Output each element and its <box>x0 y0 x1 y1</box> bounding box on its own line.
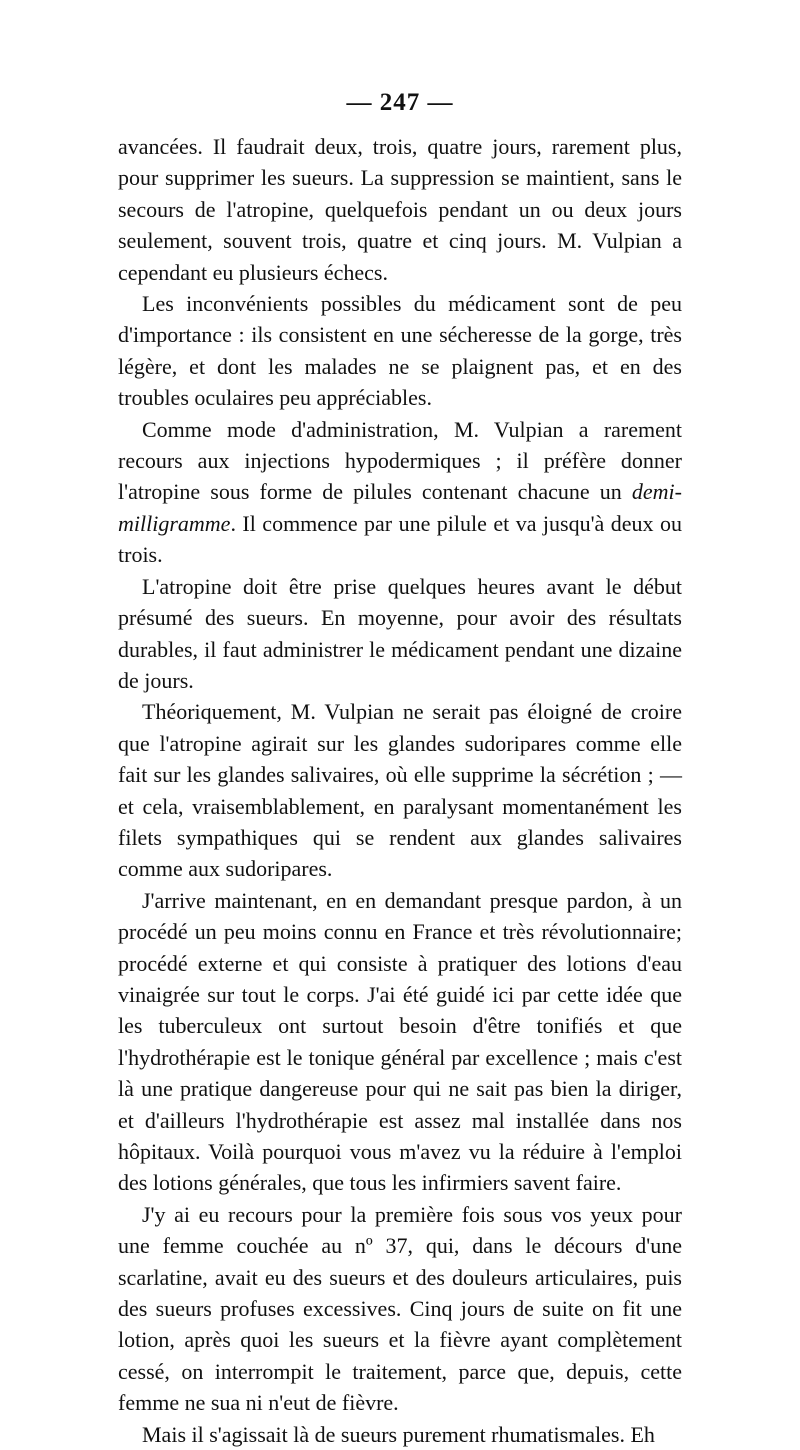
body-text <box>118 131 682 1450</box>
paragraph-3-emphasis: demi-milligramme <box>118 479 682 536</box>
paragraph-3-start: Comme mode d'administration, M. Vulpian a rarement recours aux injections hypodermiques ; il préfère donner l'atropine sous forme de pilules contenant chacune un <box>118 416 682 505</box>
paragraph-1: avancées. Il faudrait deux, trois, quatre jours, rarement plus, pour supprimer les sueurs. La suppression se maintient, sans le secours de l'atropine, quelquefois pendant un ou deux jours seulement, souvent trois, quatre et cinq jours. M. Vulpian a cependant eu plusieurs échecs. <box>118 134 682 285</box>
paragraph-4: L'atropine doit être prise quelques heures avant le début présumé des sueurs. En moyenne, pour avoir des résultats durables, il faut administrer le médicament pendant une dizaine de jours. <box>118 573 682 693</box>
paragraph-7: J'y ai eu recours pour la première fois sous vos yeux pour une femme couchée au nº 37, qui, dans le décours d'une scarlatine, avait eu des sueurs et des douleurs articulaires, puis des sueurs profuses excessives. Cinq jours de suite on fit une lotion, après quoi les sueurs et la fièvre ayant complètement cessé, on interrompit le traitement, parce que, depuis, cette femme ne sua ni n'eut de fièvre. <box>118 1201 682 1416</box>
paragraph-8: Mais il s'agissait là de sueurs purement rhumatismales. Eh <box>142 1421 655 1447</box>
paragraph-6: J'arrive maintenant, en en demandant presque pardon, à un procédé un peu moins connu en France et très révolutionnaire; procédé externe et qui consiste à pratiquer des lotions d'eau vinaigrée sur tout le corps. J'ai été guidé ici par cette idée que les tuberculeux ont surtout besoin d'être tonifiés et que l'hydrothérapie est le tonique général par excellence ; mais c'est là une pratique dangereuse pour qui ne sait pas bien la diriger, et d'ailleurs l'hydrothérapie est assez mal installée dans nos hôpitaux. Voilà pourquoi vous m'avez vu la réduire à l'emploi des lotions générales, que tous les infirmiers savent faire. <box>118 887 682 1196</box>
paragraph-2: Les inconvénients possibles du médicament sont de peu d'importance : ils consistent en une sécheresse de la gorge, très légère, et dont les malades ne se plaignent pas, et en des troubles oculaires peu appréciables. <box>118 291 682 411</box>
paragraph-5: Théoriquement, M. Vulpian ne serait pas éloigné de croire que l'atropine agirait sur les glandes sudoripares comme elle fait sur les glandes salivaires, où elle supprime la sécrétion ; — et cela, vraisemblablement, en paralysant momentanément les filets sympathiques qui se rendent aux glandes salivaires comme aux sudoripares. <box>118 699 682 882</box>
paragraph-3-end: . Il commence par une pilule et va jusqu'à deux ou trois. <box>118 510 682 568</box>
page-number: — 247 — <box>346 89 454 116</box>
paragraph-3 <box>118 414 682 571</box>
